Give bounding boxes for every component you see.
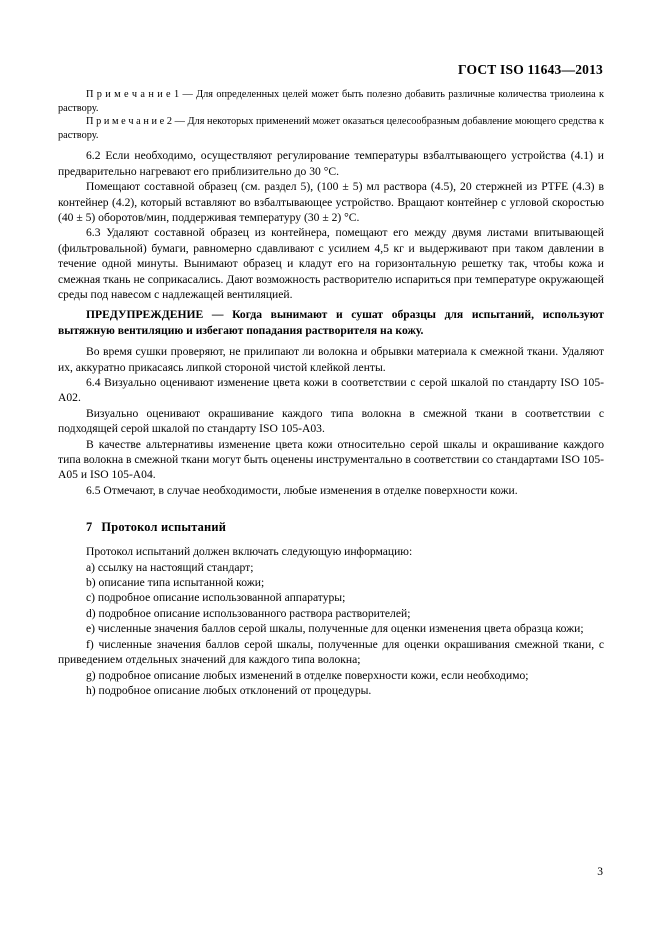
paragraph-alternative: В качестве альтернативы изменение цвета кожи относительно серой шкалы и окрашивание каждого типа волокна в смежной ткани могут быть оценены инструментально в соответствии со стандартами ISO 105-A05 и ISO 105-A04. xyxy=(58,437,604,482)
paragraph-6-3: 6.3 Удаляют составной образец из контейнера, помещают его между двумя листами впитывающей (фильтровальной) бумаги, равномерно сдавливают с усилием 4,5 кг и выдерживают при таком давлении в течение одной минуты. Вынимают образец и кладут его на горизонтальную решетку так, чтобы кожа и смежная ткань не соприкасались. Дают возможность растворителю испариться при температуре окружающей среды под навесом с надлежащей вентиляцией. xyxy=(58,226,604,301)
list-item: a) ссылку на настоящий стандарт; xyxy=(86,560,254,574)
paragraph-drying: Во время сушки проверяют, не прилипают ли волокна и обрывки материала к смежной ткани. Удаляют их, аккуратно прикасаясь липкой стороной чистой клейкой ленты. xyxy=(58,345,604,374)
paragraph-6-5: 6.5 Отмечают, в случае необходимости, любые изменения в отделке поверхности кожи. xyxy=(86,483,518,497)
page-content xyxy=(58,88,604,698)
list-item: e) численные значения баллов серой шкалы, полученные для оценки изменения цвета образца кожи; xyxy=(86,622,584,636)
section-heading-7 xyxy=(86,520,604,535)
list-item: b) описание типа испытанной кожи; xyxy=(86,576,265,590)
page-header: ГОСТ ISO 11643—2013 xyxy=(458,62,603,77)
section-title: Протокол испытаний xyxy=(101,520,227,535)
list-item: d) подробное описание использованного раствора растворителей; xyxy=(86,606,411,620)
list-item: h) подробное описание любых отклонений от процедуры. xyxy=(86,683,372,697)
warning-paragraph: ПРЕДУПРЕЖДЕНИЕ — Когда вынимают и сушат образцы для испытаний, используют вытяжную вентиляцию и избегают попадания растворителя на кожу. xyxy=(58,308,604,337)
paragraph-6-2: 6.2 Если необходимо, осуществляют регулирование температуры взбалтывающего устройства (4.1) и предварительно нагревают его приблизительно до 30 °С. xyxy=(58,149,604,178)
paragraph-6-4-cont: Визуально оценивают окрашивание каждого типа волокна в смежной ткани в соответствии с подходящей серой шкалой по стандарту ISO 105-A03. xyxy=(58,406,604,436)
list-item: c) подробное описание использованной аппаратуры; xyxy=(86,591,346,605)
list-item: g) подробное описание любых изменений в отделке поверхности кожи, если необходимо; xyxy=(86,668,529,682)
page-number: 3 xyxy=(597,866,603,878)
note-1: П р и м е ч а н и е 1 — Для определенных целей может быть полезно добавить различные количества триолеина к раствору. xyxy=(58,89,604,114)
paragraph-6-4: 6.4 Визуально оценивают изменение цвета кожи в соответствии с серой шкалой по стандарту ISO 105-A02. xyxy=(58,376,604,405)
section-intro: Протокол испытаний должен включать следующую информацию: xyxy=(86,545,413,559)
note-2: П р и м е ч а н и е 2 — Для некоторых применений может оказаться целесообразным добавление моющего средства к раствору. xyxy=(58,116,604,141)
list-item: f) численные значения баллов серой шкалы, полученные для оценки окрашивания смежной ткани, с приведением отдельных значений для каждого типа волокна; xyxy=(58,637,604,667)
section-number: 7 xyxy=(86,520,93,535)
paragraph-6-2-cont: Помещают составной образец (см. раздел 5), (100 ± 5) мл раствора (4.5), 20 стержней из PTFE (4.3) в контейнер (4.2), который вставляют во взбалтывающее устройство. Вращают контейнер с угловой скоростью (40 ± 5) оборотов/мин, поддерживая температуру (30 ± 2) °С. xyxy=(58,180,604,224)
